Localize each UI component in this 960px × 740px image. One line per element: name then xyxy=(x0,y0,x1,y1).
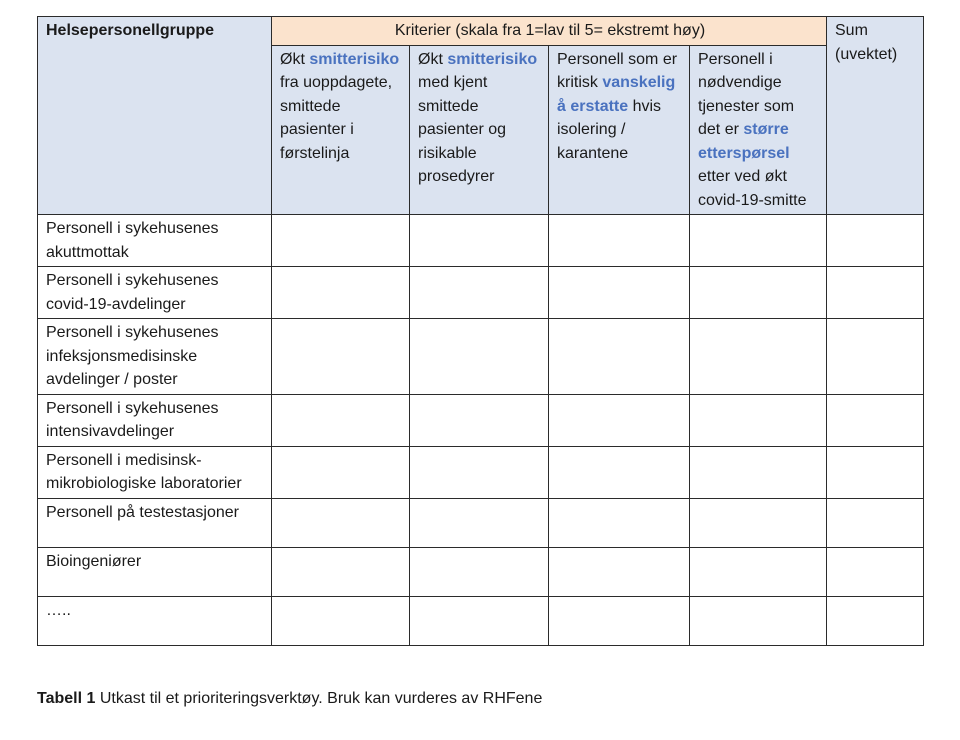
sum-cell[interactable] xyxy=(827,215,924,267)
score-cell[interactable] xyxy=(272,498,410,547)
score-cell[interactable] xyxy=(272,596,410,645)
score-cell[interactable] xyxy=(549,547,690,596)
caption-text: Utkast til et prioriteringsverktøy. Bruk kan vurderes av RHFene xyxy=(95,690,543,707)
score-cell[interactable] xyxy=(549,446,690,498)
criteria-header: Kriterier (skala fra 1=lav til 5= ekstremt høy) xyxy=(272,17,827,46)
row-label: Personell i sykehusenes intensivavdelinger xyxy=(38,394,272,446)
row-label: Personell i sykehusenes akuttmottak xyxy=(38,215,272,267)
score-cell[interactable] xyxy=(272,394,410,446)
table-row xyxy=(38,446,924,498)
row-label: Bioingeniører xyxy=(38,547,272,596)
sum-cell[interactable] xyxy=(827,547,924,596)
score-cell[interactable] xyxy=(410,547,549,596)
score-cell[interactable] xyxy=(410,446,549,498)
score-cell[interactable] xyxy=(549,319,690,395)
score-cell[interactable] xyxy=(272,267,410,319)
sum-cell[interactable] xyxy=(827,267,924,319)
group-header: Helsepersonellgruppe xyxy=(38,17,272,215)
score-cell[interactable] xyxy=(272,446,410,498)
score-cell[interactable] xyxy=(410,215,549,267)
caption-label: Tabell 1 xyxy=(37,690,96,707)
score-cell[interactable] xyxy=(690,596,827,645)
score-cell[interactable] xyxy=(690,394,827,446)
row-label: Personell i sykehusenes covid-19-avdelinger xyxy=(38,267,272,319)
row-label: Personell på testestasjoner xyxy=(38,498,272,547)
sum-cell[interactable] xyxy=(827,394,924,446)
score-cell[interactable] xyxy=(690,267,827,319)
table-caption xyxy=(37,690,542,708)
score-cell[interactable] xyxy=(690,446,827,498)
score-cell[interactable] xyxy=(410,319,549,395)
criterion-1: Økt smitterisiko fra uoppdagete, smittede pasienter i førstelinja xyxy=(272,45,410,215)
score-cell[interactable] xyxy=(690,215,827,267)
row-label: Personell i sykehusenes infeksjonsmedisinske avdelinger / poster xyxy=(38,319,272,395)
score-cell[interactable] xyxy=(549,215,690,267)
score-cell[interactable] xyxy=(549,596,690,645)
priority-table xyxy=(37,16,924,646)
table-row xyxy=(38,547,924,596)
sum-cell[interactable] xyxy=(827,446,924,498)
score-cell[interactable] xyxy=(549,394,690,446)
table-row xyxy=(38,215,924,267)
criterion-4: Personell i nødvendige tjenester som det er større etterspørsel etter ved økt covid-19-smitte xyxy=(690,45,827,215)
row-label: Personell i medisinsk-mikrobiologiske laboratorier xyxy=(38,446,272,498)
table-row xyxy=(38,319,924,395)
table-row xyxy=(38,596,924,645)
table-row xyxy=(38,267,924,319)
sum-cell[interactable] xyxy=(827,319,924,395)
score-cell[interactable] xyxy=(549,498,690,547)
score-cell[interactable] xyxy=(690,547,827,596)
score-cell[interactable] xyxy=(690,498,827,547)
sum-cell[interactable] xyxy=(827,596,924,645)
score-cell[interactable] xyxy=(690,319,827,395)
score-cell[interactable] xyxy=(272,215,410,267)
criterion-2: Økt smitterisiko med kjent smittede pasienter og risikable prosedyrer xyxy=(410,45,549,215)
criterion-3: Personell som er kritisk vanskelig å erstatte hvis isolering / karantene xyxy=(549,45,690,215)
score-cell[interactable] xyxy=(410,267,549,319)
row-label: ….. xyxy=(38,596,272,645)
score-cell[interactable] xyxy=(549,267,690,319)
score-cell[interactable] xyxy=(410,596,549,645)
score-cell[interactable] xyxy=(410,498,549,547)
score-cell[interactable] xyxy=(272,547,410,596)
sum-cell[interactable] xyxy=(827,498,924,547)
table-row xyxy=(38,394,924,446)
sum-header: Sum (uvektet) xyxy=(827,17,924,215)
score-cell[interactable] xyxy=(410,394,549,446)
score-cell[interactable] xyxy=(272,319,410,395)
table-row xyxy=(38,498,924,547)
